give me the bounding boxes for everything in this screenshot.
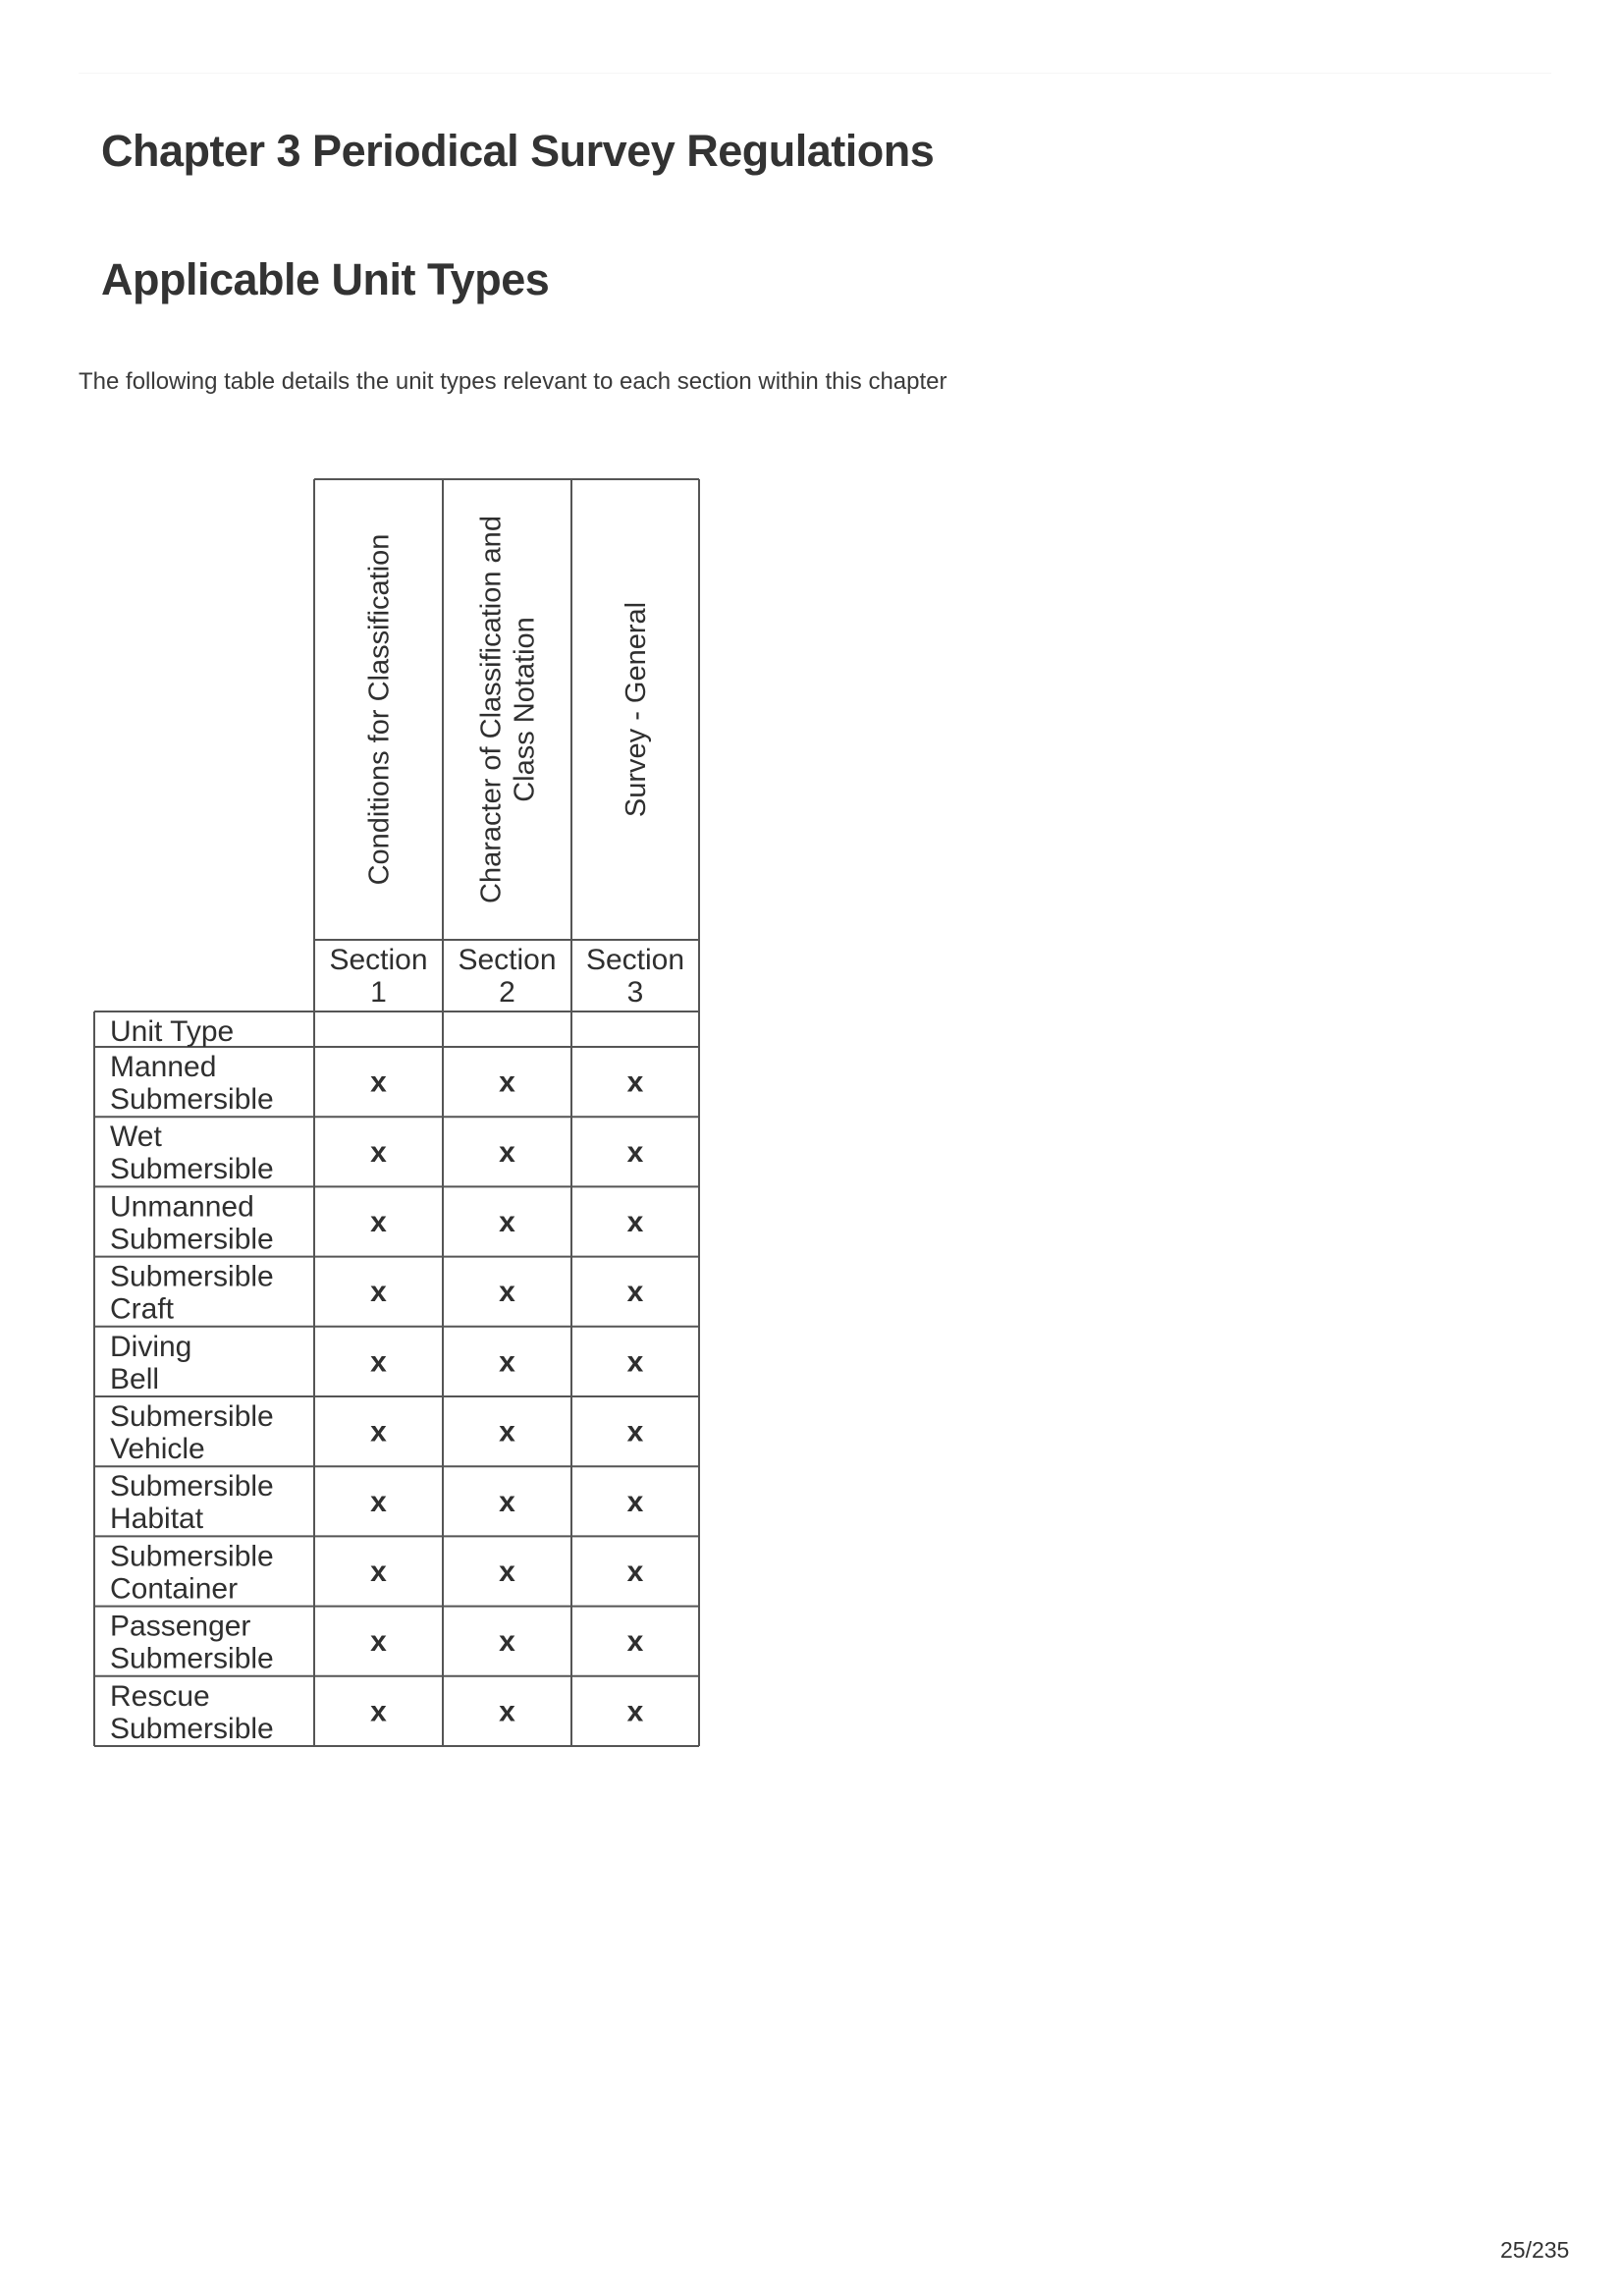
applicability-mark: x xyxy=(626,1276,644,1309)
applicability-mark: x xyxy=(626,1485,644,1518)
applicability-mark: x xyxy=(626,1625,644,1659)
applicability-mark: x xyxy=(499,1485,515,1518)
column-title-2: Class Notation xyxy=(509,617,541,802)
applicability-mark: x xyxy=(370,1206,387,1238)
applicability-mark: x xyxy=(626,1135,644,1169)
section-label-1: 1 xyxy=(370,976,387,1009)
unit-type-name: Submersible xyxy=(110,1642,274,1675)
applicability-mark: x xyxy=(499,1276,515,1309)
unit-type-name: Submersible xyxy=(110,1540,274,1573)
column-title-3: Survey - General xyxy=(621,601,652,818)
unit-type-name: Habitat xyxy=(110,1503,204,1536)
applicability-mark: x xyxy=(499,1135,515,1169)
chapter-title: Chapter 3 Periodical Survey Regulations xyxy=(101,126,935,176)
applicability-mark: x xyxy=(626,1415,644,1449)
unit-type-name: Submersible xyxy=(110,1083,274,1116)
applicability-mark: x xyxy=(370,1135,387,1169)
applicability-mark: x xyxy=(626,1345,644,1379)
applicability-mark: x xyxy=(370,1625,387,1659)
applicability-mark: x xyxy=(370,1066,387,1099)
unit-type-name: Submersible xyxy=(110,1260,274,1293)
applicability-mark: x xyxy=(499,1345,515,1379)
unit-type-name: Wet xyxy=(110,1121,162,1154)
applicability-mark: x xyxy=(499,1695,515,1728)
unit-type-name: Vehicle xyxy=(110,1433,205,1465)
section-label-3: Section xyxy=(585,944,685,976)
applicability-mark: x xyxy=(626,1695,644,1728)
unit-type-name: Diving xyxy=(110,1330,192,1363)
unit-type-name: Passenger xyxy=(110,1610,251,1643)
applicability-mark: x xyxy=(499,1556,515,1588)
applicability-mark: x xyxy=(370,1556,387,1588)
unit-type-name: Submersible xyxy=(110,1470,274,1503)
section-label-3: 3 xyxy=(626,976,644,1009)
unit-type-name: Manned xyxy=(110,1051,217,1083)
unit-type-header: Unit Type xyxy=(110,1015,235,1048)
applicability-mark: x xyxy=(499,1415,515,1449)
section-label-1: Section xyxy=(329,944,428,976)
applicability-mark: x xyxy=(626,1556,644,1588)
applicability-mark: x xyxy=(499,1206,515,1238)
section-label-2: Section xyxy=(458,944,557,976)
applicability-mark: x xyxy=(370,1485,387,1518)
intro-paragraph: The following table details the unit types relevant to each section within this chapter xyxy=(79,368,947,395)
applicability-mark: x xyxy=(370,1276,387,1309)
applicability-mark: x xyxy=(370,1695,387,1728)
unit-type-name: Submersible xyxy=(110,1400,274,1433)
page-number: 25/235 xyxy=(1500,2237,1570,2263)
unit-type-name: Submersible xyxy=(110,1223,274,1256)
applicability-mark: x xyxy=(626,1206,644,1238)
section-heading: Applicable Unit Types xyxy=(101,254,550,304)
column-title-1: Conditions for Classification xyxy=(363,533,396,886)
unit-type-name: Unmanned xyxy=(110,1190,254,1224)
applicability-mark: x xyxy=(370,1415,387,1449)
applicability-mark: x xyxy=(499,1625,515,1659)
unit-type-name: Craft xyxy=(110,1292,175,1326)
unit-type-name: Rescue xyxy=(110,1679,210,1713)
unit-type-name: Submersible xyxy=(110,1712,274,1745)
applicability-mark: x xyxy=(499,1066,515,1099)
applicability-mark: x xyxy=(626,1066,644,1099)
unit-type-name: Container xyxy=(110,1572,239,1606)
unit-type-name: Bell xyxy=(110,1362,160,1395)
unit-type-name: Submersible xyxy=(110,1153,274,1186)
applicability-mark: x xyxy=(370,1345,387,1379)
section-label-2: 2 xyxy=(499,976,515,1009)
column-title-2: Character of Classification and xyxy=(475,516,508,903)
